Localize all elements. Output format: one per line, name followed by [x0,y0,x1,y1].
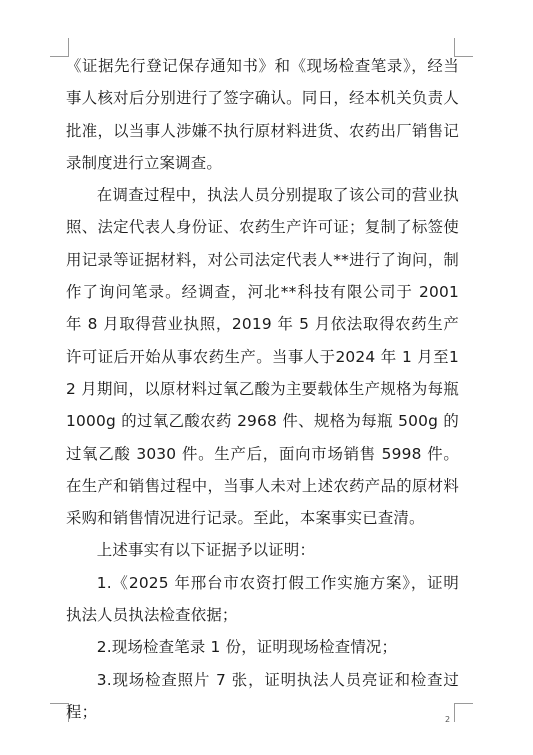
paragraph-continuation: 《证据先行登记保存通知书》和《现场检查笔录》，经当事人核对后分别进行了签字确认。同日，经本机关负责人批准，以当事人涉嫌不执行原材料进货、农药出厂销售记录制度进行立案调查。 [66,57,459,172]
evidence-item-2: 2.现场检查笔录 1 份，证明现场检查情况； [96,638,398,657]
page-number: 2 [445,715,451,724]
document-body [66,50,459,728]
evidence-item-1: 1.《2025 年邢台市农资打假工作实施方案》，证明执法人员执法检查依据； [66,573,459,625]
evidence-item-3: 3.现场检查照片 7 张，证明执法人员亮证和检查过程； [66,670,459,721]
paragraph-evidence-intro: 上述事实有以下证据予以证明： [96,541,316,560]
paragraph-investigation: 在调查过程中，执法人员分别提取了该公司的营业执照、法定代表人身份证、农药生产许可证；复制了标签使用记录等证据材料，对公司法定代表人**进行了询问，制作了询问笔录。经调查，河北**科技有限公司于 2001 年 8 月取得营业执照，2019 年 5 月依法取得农药生产许可证后开始从事农药生产。当事人于2024 年 1 月至12 月期间，以原材料过氧乙酸为主要载体生产规格为每瓶 1000g 的过氧乙酸农药 2968 件、规格为每瓶 500g 的过氧乙酸 3030 件。生产后，面向市场销售 5998 件。在生产和销售过程中，当事人未对上述农药产品的原材料采购和销售情况进行记录。至此，本案事实已查清。 [66,186,459,528]
